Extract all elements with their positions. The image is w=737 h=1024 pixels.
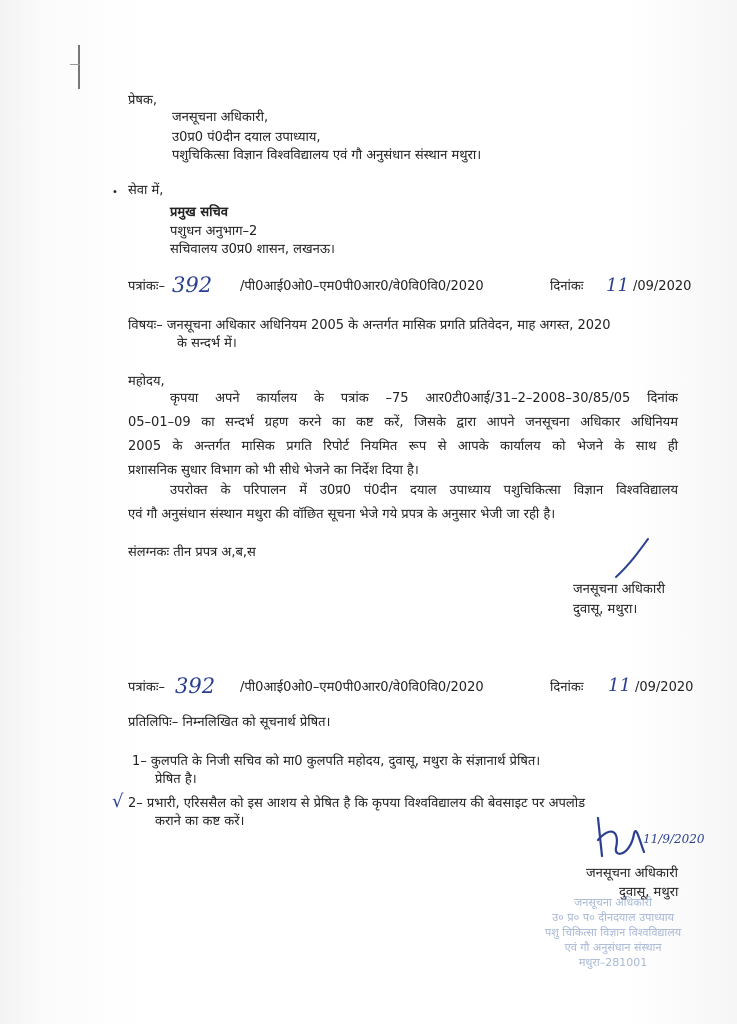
stamp-line: उ० प्र० प० दीनदयाल उपाध्याय: [552, 911, 674, 924]
recipient-line2: सचिवालय उ0प्र0 शासन, लखनऊ।: [170, 242, 335, 257]
ref1-date-label: दिनांकः: [550, 279, 584, 294]
signature2-date: 11/9/2020: [643, 832, 705, 846]
enclosure: संलग्नकः तीन प्रपत्र अ,ब,स: [128, 545, 256, 560]
para1-line: प्रशासनिक सुधार विभाग को भी सीधे भेजने का निर्देश दिया है।: [128, 463, 419, 478]
stamp-line: पशु चिकित्सा विज्ञान विश्वविद्यालय: [545, 926, 682, 939]
stamp-line: जनसूचना अधिकारी: [574, 896, 652, 909]
copy-item2-line1: 2– प्रभारी, एरिससैल को इस आशय से प्रेषित है कि कृपया विश्वविद्यालय की बेवसाइट पर अपलोड: [128, 796, 586, 811]
signature1-place: दुवासू, मथुरा।: [573, 602, 638, 617]
bullet-dot: •: [112, 187, 118, 198]
ref2-date-day: 11: [608, 675, 631, 696]
ref2-number: 392: [175, 674, 216, 698]
para2-line: एवं गौ अनुसंधान संस्थान मथुरा की वॉछित सूचना भेजे गये प्रपत्र के अनुसार भेजी जा रही है।: [128, 507, 556, 522]
sender-label: प्रेषक,: [128, 93, 158, 108]
para1-line: 2005 के अन्तर्गत मासिक प्रगति रिपोर्ट नियमित रूप से आपके कार्यालय को भेजने के साथ ही: [128, 439, 678, 454]
sender-institute-line1: उ0प्र0 पं0दीन दयाल उपाध्याय,: [172, 130, 321, 145]
ref2-code: /पी0आई0ओ0–एम0पी0आर0/वे0वि0वि0/2020: [240, 680, 484, 695]
ref1-code: /पी0आई0ओ0–एम0पी0आर0/वे0वि0वि0/2020: [240, 279, 484, 294]
signature2-place: दुवासू, मथुरा: [619, 885, 679, 900]
signature-stroke: [612, 536, 652, 580]
signature1-designation: जनसूचना अधिकारी: [573, 582, 665, 597]
para1-line: कृपया अपने कार्यालय के पत्रांक –75 आर0टी0आई/31–2–2008–30/85/05 दिनांक: [170, 391, 678, 406]
signature2-stroke: [590, 812, 650, 864]
copy-item2-line2: कराने का कष्ट करें।: [155, 814, 245, 829]
body-paragraph-2: [128, 479, 678, 527]
ref1-date-rest: /09/2020: [633, 279, 692, 294]
copy-item1-line2: प्रेषित है।: [155, 772, 197, 787]
subject-line1: विषयः– जनसूचना अधिकार अधिनियम 2005 के अन्तर्गत मासिक प्रगति प्रतिवेदन, माह अगस्त, 2020: [128, 318, 611, 333]
margin-tick: [70, 64, 80, 65]
ref1-number: 392: [172, 273, 213, 297]
recipient-title: प्रमुख सचिव: [170, 205, 228, 220]
para2-line: उपरोक्त के परिपालन में उ0प्र0 पं0दीन दयाल उपाध्याय पशुचिकित्सा विज्ञान विश्वविद्यालय: [170, 483, 678, 498]
para1-line: 05–01–09 का सन्दर्भ ग्रहण करने का कष्ट करें, जिसके द्वारा आपने जनसूचना अधिकार अधिनियम: [128, 415, 678, 430]
recipient-label: सेवा में,: [128, 183, 164, 198]
signature2-designation: जनसूचना अधिकारी: [586, 866, 678, 881]
ref2-date-rest: /09/2020: [635, 680, 694, 695]
office-stamp: [545, 895, 681, 970]
body-paragraph-1: [128, 387, 678, 483]
ref1-label: पत्रांकः–: [128, 279, 166, 294]
recipient-line1: पशुधन अनुभाग–2: [170, 224, 258, 239]
sender-designation: जनसूचना अधिकारी,: [172, 110, 269, 125]
copy-label: प्रतिलिपिः– निम्नलिखित को सूचनार्थ प्रेषित।: [128, 715, 331, 730]
ref1-date-day: 11: [606, 275, 629, 296]
tick-mark: √: [112, 791, 124, 812]
ref2-date-label: दिनांकः: [550, 680, 584, 695]
subject-line2: के सन्दर्भ में।: [177, 336, 237, 351]
stamp-line: मथुरा–281001: [578, 956, 648, 969]
sender-institute-line2: पशुचिकित्सा विज्ञान विश्वविद्यालय एवं गौ अनुसंधान संस्थान मथुरा।: [172, 148, 482, 163]
margin-mark: [78, 45, 80, 89]
copy-item1-line1: 1– कुलपति के निजी सचिव को मा0 कुलपति महोदय, दुवासू, मथुरा के संज्ञानार्थ प्रेषित।: [132, 754, 541, 769]
stamp-line: एवं गौ अनुसंधान संस्थान: [564, 941, 662, 954]
ref2-label: पत्रांकः–: [128, 680, 166, 695]
salutation: महोदय,: [128, 374, 165, 389]
